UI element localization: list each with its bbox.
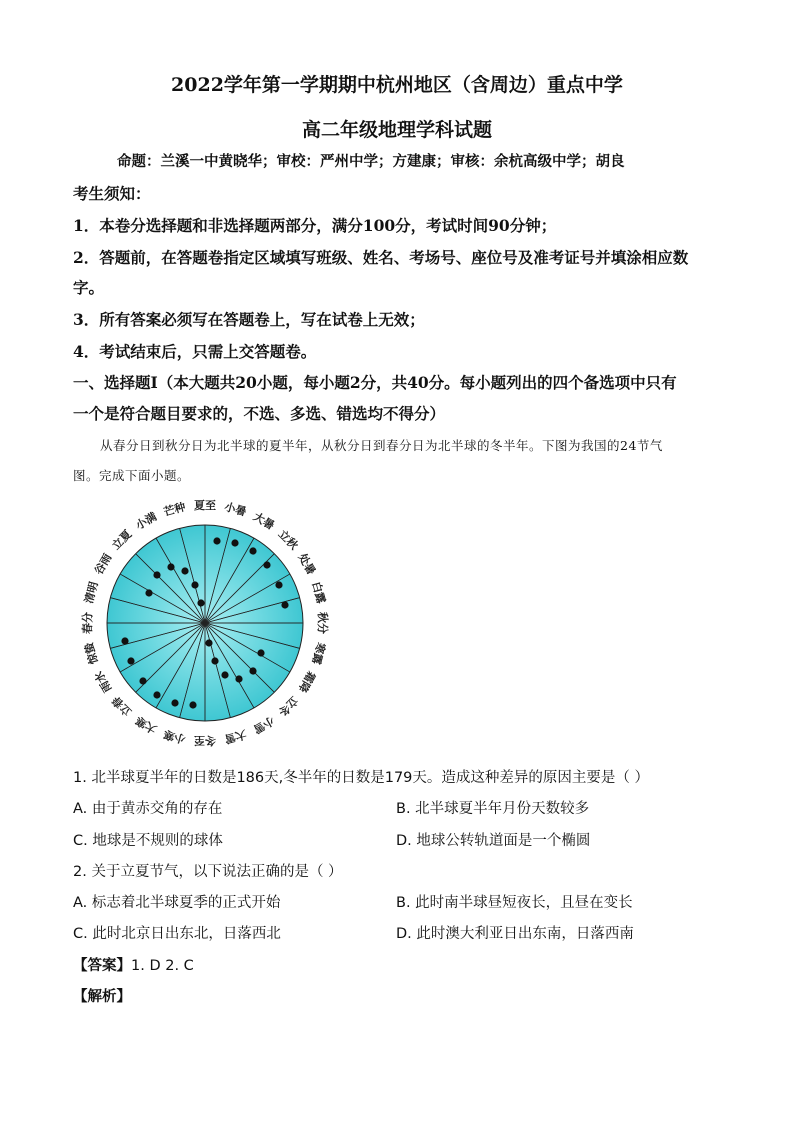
solar-term-text: 惊蛰 (82, 641, 101, 666)
question-2-option-a[interactable]: A. 标志着北半球夏季的正式开始 (73, 895, 281, 911)
sun-position-dot (191, 581, 198, 588)
solar-term-label (223, 727, 248, 746)
solar-term-text: 雨水 (92, 668, 115, 695)
solar-terms-diagram (75, 495, 340, 750)
sun-position-dot (171, 699, 178, 706)
solar-term-label (194, 498, 216, 512)
solar-term-label (91, 551, 114, 577)
solar-term-text: 大寒 (133, 713, 160, 736)
solar-term-label (109, 527, 134, 552)
answer-label: 【答案】 (73, 958, 131, 974)
question-1-option-a[interactable]: A. 由于黄赤交角的存在 (73, 801, 223, 817)
sun-position-dot (257, 649, 264, 656)
sun-position-dot (263, 561, 270, 568)
solar-term-text: 立春 (109, 693, 135, 719)
authors-line: 命题：兰溪一中黄晓华；审校：严州中学；方建康；审核：余杭高级中学；胡良 (117, 153, 625, 170)
notice-item-4: 4．考试结束后，只需上交答题卷。 (73, 342, 317, 361)
solar-term-label (296, 551, 319, 577)
sun-position-dot (197, 599, 204, 606)
solar-term-text: 大暑 (250, 510, 277, 533)
sun-position-dot (235, 675, 242, 682)
question-2-stem: 2. 关于立夏节气，以下说法正确的是（ ） (73, 864, 343, 880)
question-1-option-b[interactable]: B. 北半球夏半年月份天数较多 (396, 801, 590, 817)
solar-term-label (162, 727, 187, 746)
question-1-option-d[interactable]: D. 地球公转轨道面是一个椭圆 (396, 833, 591, 849)
sun-position-dot (153, 571, 160, 578)
solar-term-label (162, 499, 187, 518)
answer-line (73, 954, 194, 975)
question-1-option-c[interactable]: C. 地球是不规则的球体 (73, 833, 223, 849)
solar-term-text: 秋分 (316, 612, 329, 634)
notice-heading: 考生须知： (73, 184, 151, 203)
solar-term-text: 清明 (82, 580, 101, 605)
sun-position-dot (153, 691, 160, 698)
solar-term-text: 立夏 (109, 527, 135, 553)
sun-position-dot (249, 667, 256, 674)
solar-term-label (276, 527, 301, 552)
section-heading: 一、选择题Ⅰ（本大题共20小题，每小题2分，共40分。每小题列出的四个备选项中只有 (73, 373, 677, 392)
solar-term-text: 小满 (133, 510, 160, 533)
question-2-option-d[interactable]: D. 此时澳大利亚日出东南，日落西南 (396, 926, 634, 942)
solar-term-text: 白露 (309, 580, 328, 605)
sun-position-dot (145, 589, 152, 596)
solar-term-label (81, 580, 100, 605)
sun-position-dot (275, 581, 282, 588)
solar-term-text: 芒种 (162, 500, 187, 519)
solar-term-label (194, 734, 216, 748)
solar-term-text: 小雪 (250, 713, 277, 736)
solar-term-text: 处暑 (295, 551, 318, 578)
solar-term-label (109, 694, 134, 719)
solar-term-label (133, 714, 159, 737)
notice-item-1: 1．本卷分选择题和非选择题两部分，满分100分，考试时间90分钟； (73, 216, 557, 235)
intro-text: 从春分日到秋分日为北半球的夏半年，从秋分日到春分日为北半球的冬半年。下图为我国的24节气 (100, 438, 663, 453)
solar-term-text: 春分 (81, 612, 94, 634)
notice-item-2-cont: 字。 (73, 278, 105, 297)
solar-term-text: 小寒 (162, 727, 187, 746)
answer-text: 1. D 2. C (131, 958, 194, 974)
question-2-option-c[interactable]: C. 此时北京日出东北，日落西北 (73, 926, 281, 942)
solar-term-text: 立冬 (275, 693, 301, 719)
solar-term-label (316, 612, 330, 634)
solar-term-text: 寒露 (309, 641, 328, 666)
notice-item-2: 2．答题前，在答题卷指定区域填写班级、姓名、考场号、座位号及准考证号并填涂相应数 (73, 248, 689, 267)
sun-position-dot (205, 639, 212, 646)
solar-term-label (80, 612, 94, 634)
exam-title: 2022学年第一学期期中杭州地区（含周边）重点中学 (171, 74, 623, 96)
solar-term-text: 立秋 (275, 527, 301, 553)
solar-term-label (309, 580, 328, 605)
sun-position-dot (189, 701, 196, 708)
solar-term-label (81, 641, 100, 667)
solar-term-text: 谷雨 (92, 551, 115, 578)
solar-term-label (309, 641, 328, 666)
sun-position-dot (167, 563, 174, 570)
section-heading-cont: 一个是符合题目要求的，不选、多选、错选均不得分） (73, 404, 446, 423)
sun-position-dot (221, 671, 228, 678)
analysis-label: 【解析】 (73, 989, 131, 1005)
solar-term-label (223, 499, 248, 518)
sun-position-dot (231, 539, 238, 546)
question-2-option-b[interactable]: B. 此时南半球昼短夜长，且昼在变长 (396, 895, 633, 911)
notice-item-3: 3．所有答案必须写在答题卷上，写在试卷上无效； (73, 310, 425, 329)
solar-term-label (251, 714, 277, 737)
solar-term-label (133, 509, 159, 532)
solar-term-text: 大雪 (223, 727, 248, 746)
solar-term-label (91, 669, 114, 695)
sun-position-dot (249, 547, 256, 554)
solar-term-label (296, 669, 319, 695)
solar-term-text: 小暑 (223, 500, 248, 519)
sun-position-dot (181, 567, 188, 574)
sun-position-dot (127, 657, 134, 664)
solar-term-label (275, 694, 301, 720)
sun-position-dot (211, 657, 218, 664)
intro-text-cont: 图。完成下面小题。 (73, 468, 191, 483)
question-1-stem: 1. 北半球夏半年的日数是186天,冬半年的日数是179天。造成这种差异的原因主要是（ ） (73, 770, 650, 786)
sun-position-dot (121, 637, 128, 644)
solar-term-label (251, 509, 277, 532)
sun-position-dot (139, 677, 146, 684)
exam-subtitle: 高二年级地理学科试题 (301, 119, 492, 141)
sun-position-dot (281, 601, 288, 608)
solar-term-text: 冬至 (194, 734, 216, 747)
sun-position-dot (213, 537, 220, 544)
solar-term-text: 夏至 (194, 499, 216, 512)
solar-term-text: 霜降 (295, 668, 318, 695)
